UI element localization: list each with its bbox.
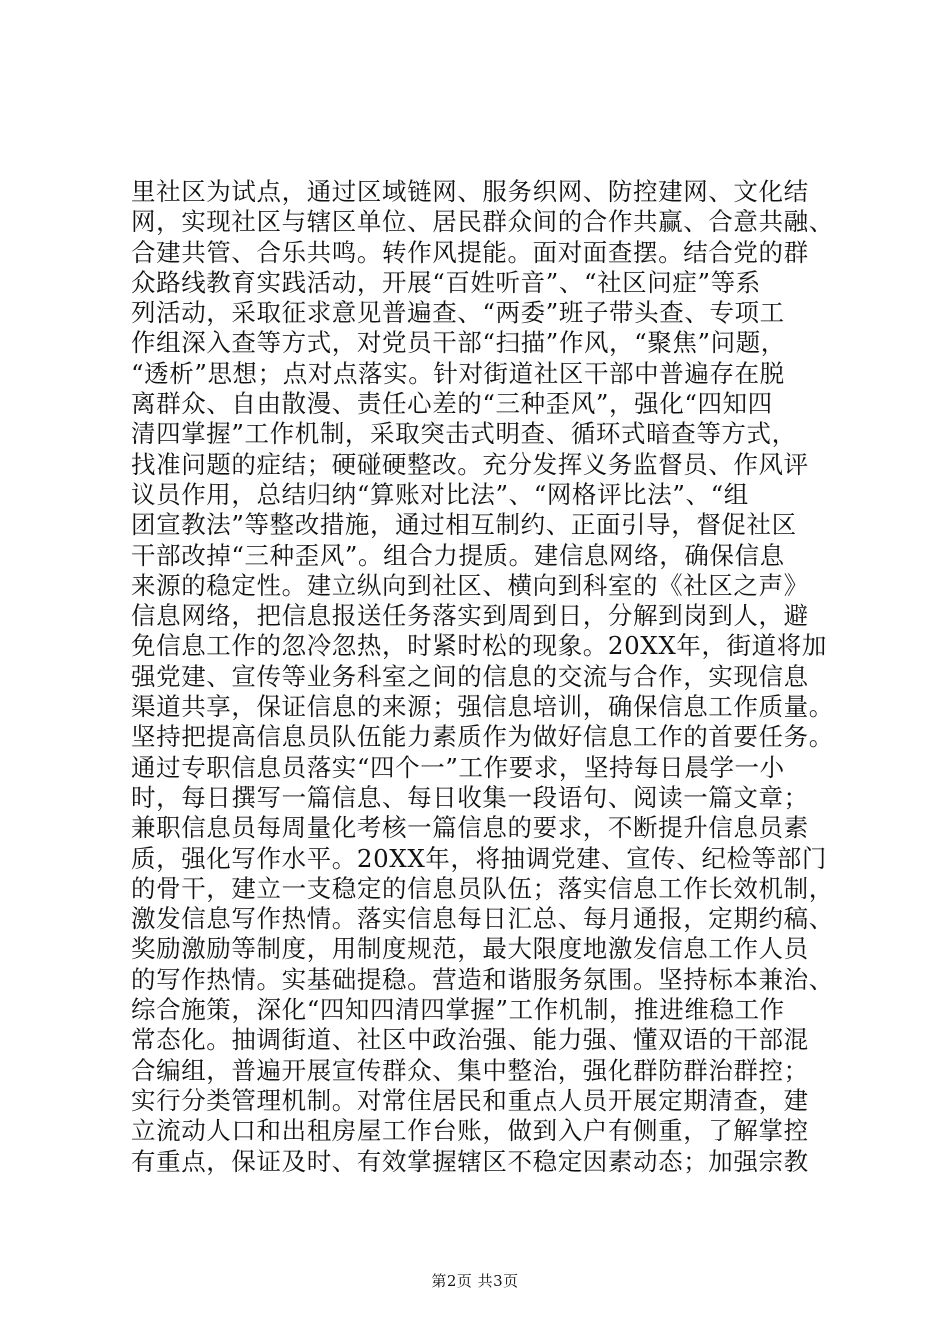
text-line: 强党建、宣传等业务科室之间的信息的交流与合作，实现信息 — [131, 661, 809, 691]
text-line: 里社区为试点，通过区域链网、服务织网、防控建网、文化结 — [131, 177, 809, 206]
text-line: 有重点，保证及时、有效掌握辖区不稳定因素动态；加强宗教 — [131, 1146, 809, 1176]
text-line: 找准问题的症结；硬碰硬整改。充分发挥义务监督员、作风评 — [131, 449, 809, 479]
text-line: 议员作用，总结归纳“算账对比法”、“网格评比法”、“组 — [131, 479, 749, 509]
text-line: 的骨干，建立一支稳定的信息员队伍；落实信息工作长效机制， — [131, 873, 834, 903]
text-line: 奖励激励等制度，用制度规范，最大限度地激发信息工作人员 — [131, 934, 809, 964]
text-line: 清四掌握”工作机制，采取突击式明查、循环式暗查等方式， — [131, 419, 797, 449]
text-line: 综合施策，深化“四知四清四掌握”工作机制，推进维稳工作 — [131, 995, 785, 1025]
text-line: 合建共管、合乐共鸣。转作风提能。面对面查摆。结合党的群 — [131, 237, 809, 267]
text-line: 离群众、自由散漫、责任心差的“三种歪风”，强化“四知四 — [131, 389, 773, 419]
text-line: “透析”思想；点对点落实。针对街道社区干部中普遍存在脱 — [131, 358, 785, 388]
text-line: 免信息工作的忽冷忽热，时紧时松的现象。20XX年，街道将加 — [131, 631, 827, 661]
page-number-label: 第2页 共3页 — [431, 1272, 519, 1290]
text-line: 兼职信息员每周量化考核一篇信息的要求，不断提升信息员素 — [131, 813, 809, 843]
text-line: 立流动人口和出租房屋工作台账，做到入户有侧重，了解掌控 — [131, 1116, 809, 1146]
text-line: 信息网络，把信息报送任务落实到周到日，分解到岗到人，避 — [131, 601, 809, 631]
page-footer — [0, 1270, 950, 1291]
text-line: 渠道共享，保证信息的来源；强信息培训，确保信息工作质量。 — [131, 692, 834, 722]
text-line: 作组深入查等方式，对党员干部“扫描”作风，“聚焦”问题， — [131, 328, 786, 358]
text-line: 列活动，采取征求意见普遍查、“两委”班子带头查、专项工 — [131, 298, 785, 328]
text-line: 合编组，普遍开展宣传群众、集中整治，强化群防群治群控； — [131, 1055, 809, 1085]
text-line: 坚持把提高信息员队伍能力素质作为做好信息工作的首要任务。 — [131, 722, 834, 752]
text-line: 网，实现社区与辖区单位、居民群众间的合作共赢、合意共融、 — [131, 207, 834, 237]
text-line: 时，每日撰写一篇信息、每日收集一段语句、阅读一篇文章； — [131, 782, 809, 812]
text-line: 的写作热情。实基础提稳。营造和谐服务氛围。坚持标本兼治、 — [131, 964, 834, 994]
text-line: 通过专职信息员落实“四个一”工作要求，坚持每日晨学一小 — [131, 752, 785, 782]
text-line: 常态化。抽调街道、社区中政治强、能力强、懂双语的干部混 — [131, 1025, 809, 1055]
text-line: 团宣教法”等整改措施，通过相互制约、正面引导，督促社区 — [131, 510, 797, 540]
text-line: 众路线教育实践活动，开展“百姓听音”、“社区问症”等系 — [131, 267, 761, 297]
text-line: 来源的稳定性。建立纵向到社区、横向到科室的《社区之声》 — [131, 570, 809, 600]
text-line: 干部改掉“三种歪风”。组合力提质。建信息网络，确保信息 — [131, 540, 785, 570]
body-text — [131, 177, 834, 1177]
text-line: 质，强化写作水平。20XX年，将抽调党建、宣传、纪检等部门 — [131, 843, 827, 873]
text-line: 激发信息写作热情。落实信息每日汇总、每月通报，定期约稿、 — [131, 904, 834, 934]
text-line: 实行分类管理机制。对常住居民和重点人员开展定期清查，建 — [131, 1085, 809, 1115]
